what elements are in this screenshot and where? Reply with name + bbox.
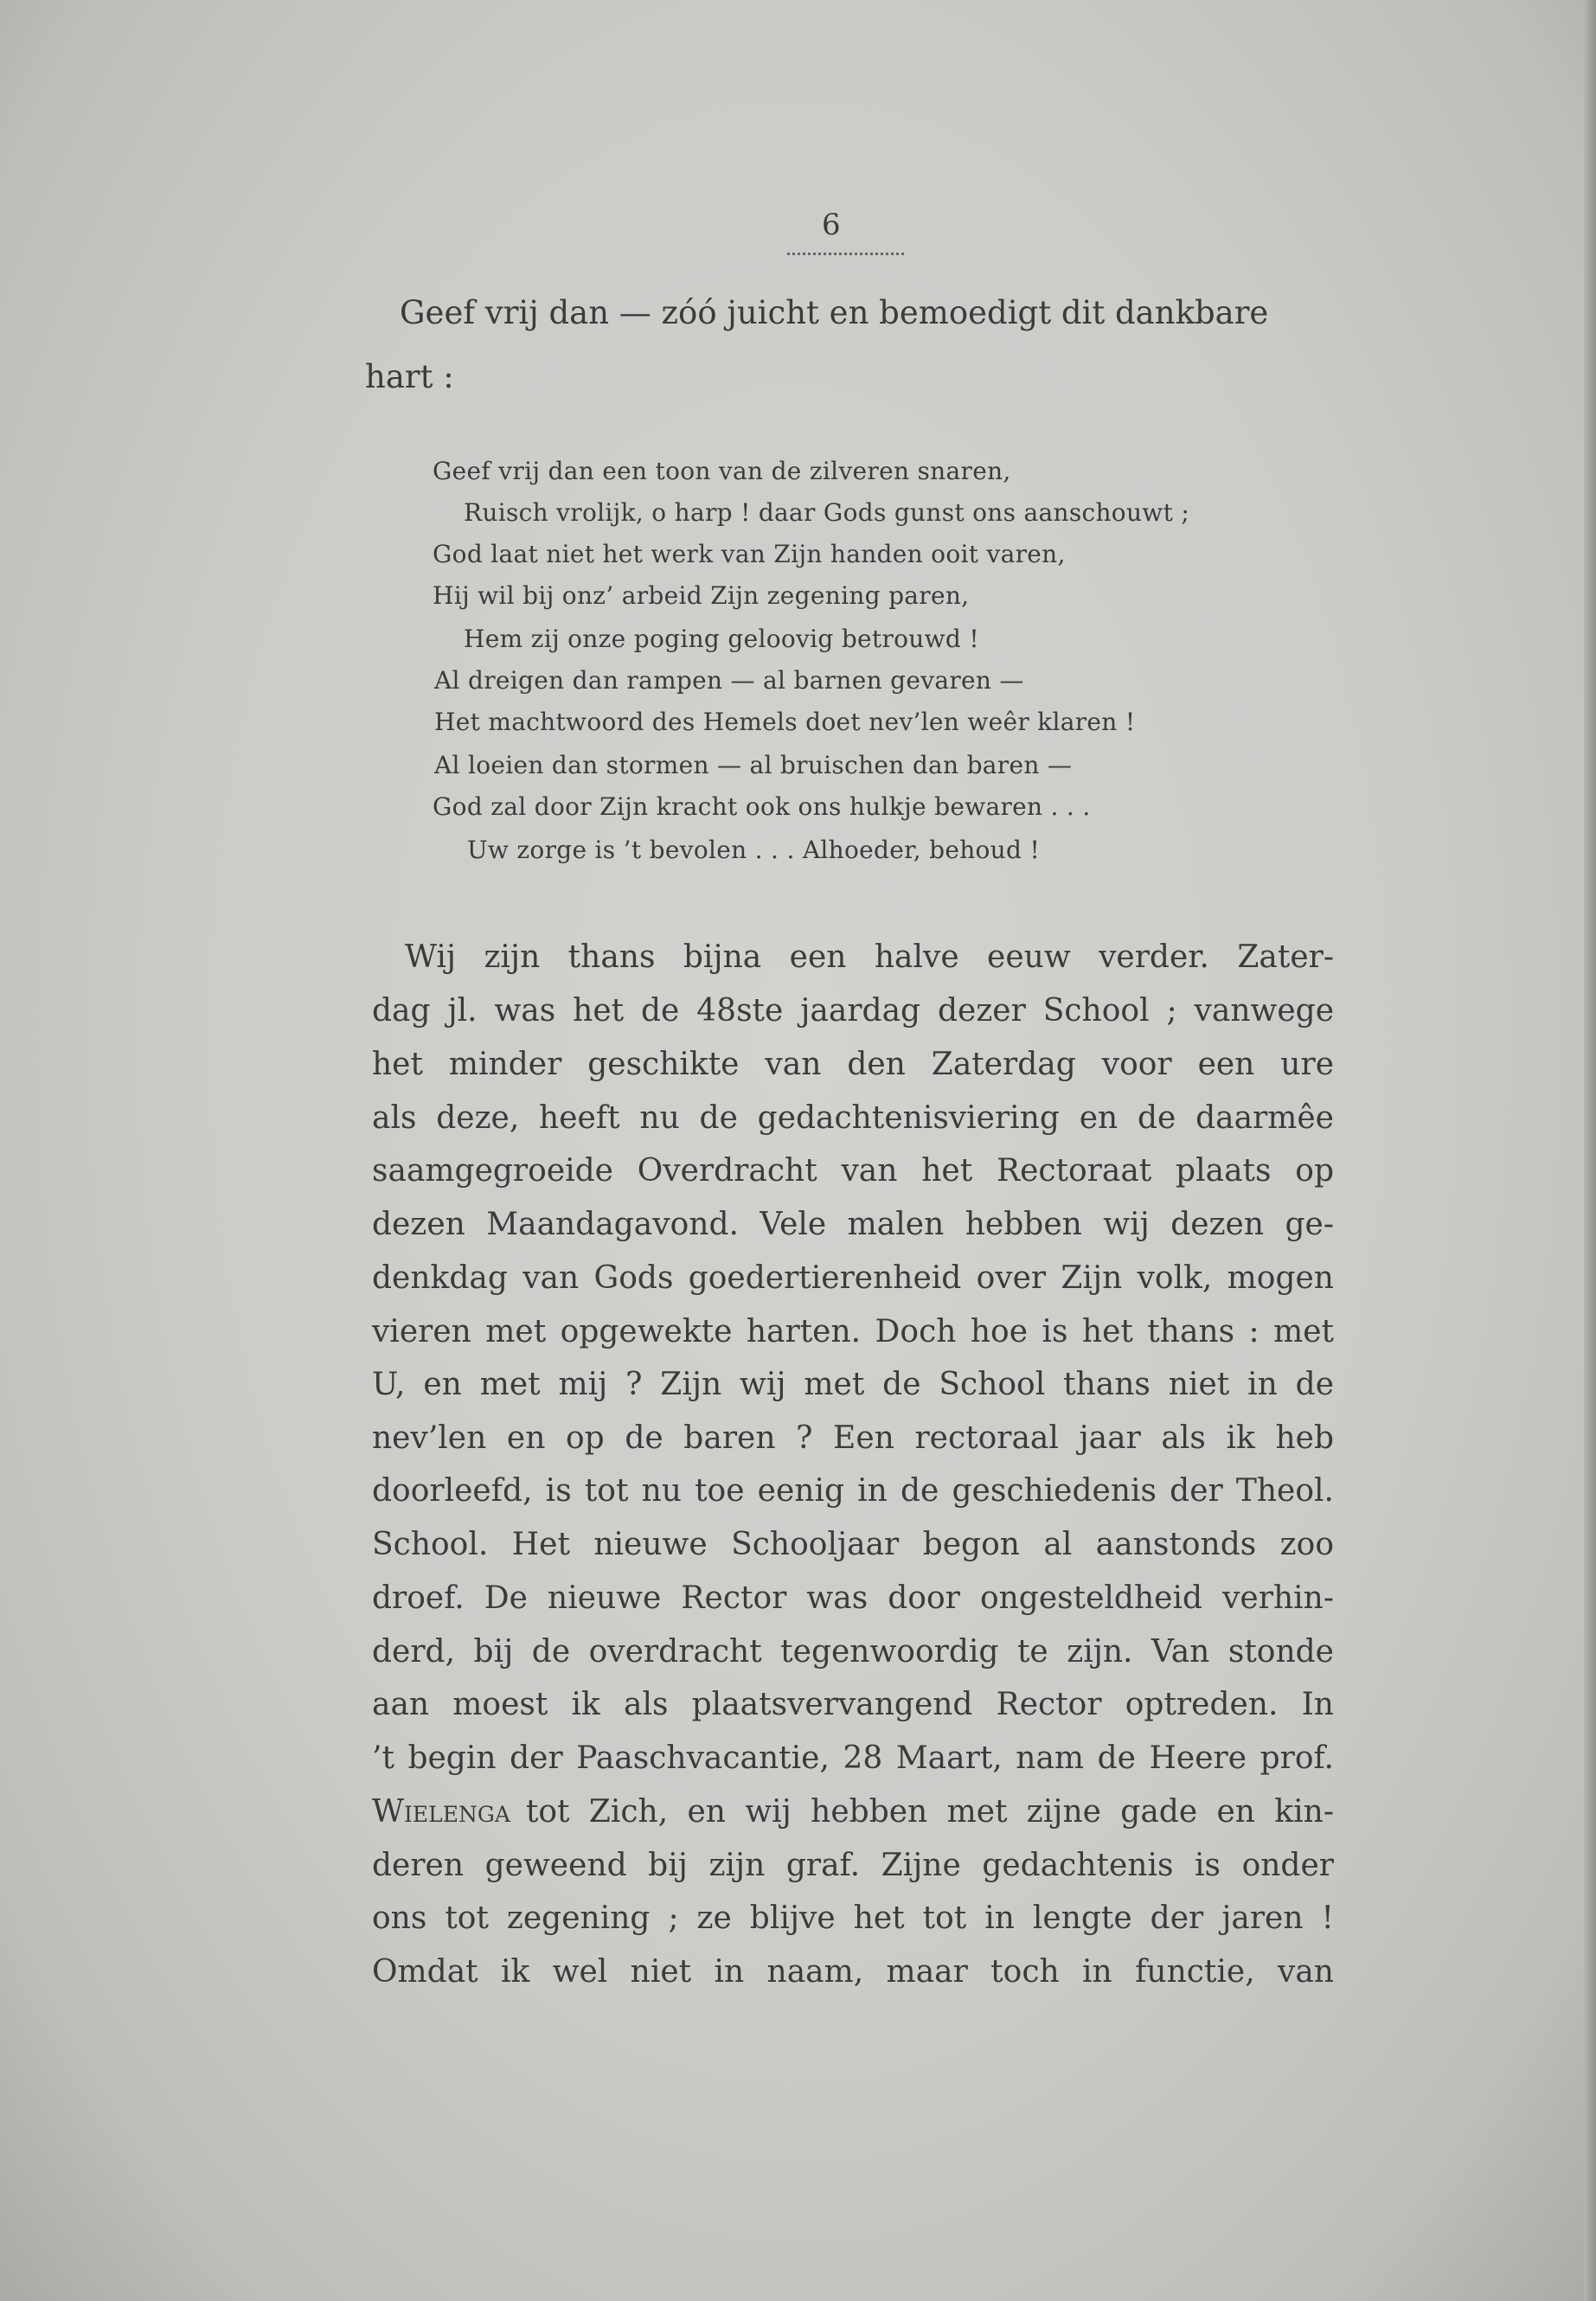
prose-line: ons tot zegening ; ze blijve het tot in lengte der jaren !	[372, 1900, 1334, 1936]
page-edge	[1584, 0, 1596, 2301]
prose-line: Omdat ik wel niet in naam, maar toch in functie, van	[372, 1954, 1334, 1990]
prose-line: aan moest ik als plaatsvervangend Rector optreden. In	[372, 1687, 1334, 1722]
prose-line: School. Het nieuwe Schooljaar begon al aanstonds zoo	[372, 1527, 1334, 1562]
prose-line: ’t begin der Paaschvacantie, 28 Maart, nam de Heere prof.	[372, 1740, 1334, 1776]
prose-line: U, en met mij ? Zijn wij met de School thans niet in de	[372, 1367, 1334, 1402]
poem-line: Het machtwoord des Hemels doet nev’len weêr klaren !	[434, 708, 1136, 736]
poem-line: Al loeien dan stormen — al bruischen dan baren —	[434, 751, 1073, 779]
prose-line: doorleefd, is tot nu toe eenig in de geschiedenis der Theol.	[372, 1473, 1334, 1509]
prose-line: dag jl. was het de 48ste jaardag dezer School ; vanwege	[372, 993, 1334, 1029]
person-name: Wielenga	[372, 1794, 510, 1830]
prose-line: derd, bij de overdracht tegenwoordig te zijn. Van stonde	[372, 1634, 1334, 1670]
poem-line: Hij wil bij onz’ arbeid Zijn zegening paren,	[433, 581, 970, 610]
poem-line: Uw zorge is ’t bevolen . . . Alhoeder, behoud !	[467, 836, 1040, 864]
prose-line: nev’len en op de baren ? Een rectoraal jaar als ik heb	[372, 1420, 1334, 1456]
prose-line: Wij zijn thans bijna een halve eeuw verder. Zater-	[405, 939, 1334, 975]
prose-line: denkdag van Gods goedertierenheid over Zijn volk, mogen	[372, 1260, 1334, 1296]
prose-line: het minder geschikte van den Zaterdag voor een ure	[372, 1047, 1334, 1082]
prose-line: vieren met opgewekte harten. Doch hoe is het thans : met	[372, 1314, 1334, 1349]
intro-line: Geef vrij dan — zóó juicht en bemoedigt dit dankbare	[400, 294, 1269, 331]
page-number-ornament	[787, 253, 904, 255]
poem-line: Ruisch vrolijk, o harp ! daar Gods gunst ons aanschouwt ;	[464, 498, 1190, 527]
poem-line: Hem zij onze poging geloovig betrouwd !	[464, 625, 979, 653]
poem-line: Al dreigen dan rampen — al barnen gevaren —	[434, 666, 1024, 695]
poem-line: Geef vrij dan een toon van de zilveren snaren,	[433, 457, 1011, 485]
prose-line: saamgegroeide Overdracht van het Rectoraat plaats op	[372, 1153, 1334, 1189]
prose-line: deren geweend bij zijn graf. Zijne gedachtenis is onder	[372, 1848, 1334, 1883]
page-number: 6	[822, 208, 841, 242]
poem-line: God zal door Zijn kracht ook ons hulkje bewaren . . .	[433, 792, 1091, 821]
prose-line: dezen Maandagavond. Vele malen hebben wij dezen ge-	[372, 1207, 1334, 1242]
intro-line: hart :	[365, 358, 454, 395]
prose-line	[372, 1794, 1334, 1830]
prose-line-text: tot Zich, en wij hebben met zijne gade en kin-	[525, 1794, 1334, 1830]
prose-line: droef. De nieuwe Rector was door ongesteldheid verhin-	[372, 1580, 1334, 1616]
prose-line: als deze, heeft nu de gedachtenisviering en de daarmêe	[372, 1100, 1334, 1136]
poem-line: God laat niet het werk van Zijn handen ooit varen,	[433, 540, 1066, 568]
